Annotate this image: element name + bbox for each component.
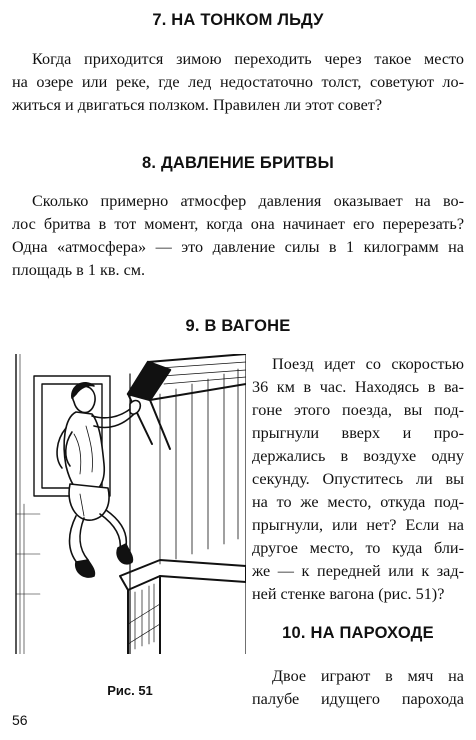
section-8-heading: 8. ДАВЛЕНИЕ БРИТВЫ: [142, 154, 334, 172]
section-10-heading: 10. НА ПАРОХОДЕ: [282, 624, 434, 642]
text-line: палубе идущего парохода: [252, 690, 464, 708]
text-line: Когда приходится зимою переходить через такое место: [32, 50, 464, 68]
text-line: ней стенке вагона (рис. 51)?: [252, 585, 445, 603]
text-line: гоне этого поезда, вы под-: [252, 401, 464, 419]
section-9-text: [252, 353, 464, 606]
text-line: житься и двигаться ползком. Правилен ли этот совет?: [12, 96, 383, 114]
text-line: на то же место, откуда под-: [252, 493, 464, 511]
text-line: другое место, то куда бли-: [252, 539, 464, 557]
text-line: же — к передней или к зад-: [252, 562, 464, 580]
section-9-heading: 9. В ВАГОНЕ: [185, 317, 291, 335]
text-line: держались в воздухе одну: [252, 447, 464, 465]
figure-caption: Рис. 51: [107, 683, 153, 698]
figure-51-illustration: [10, 354, 246, 654]
section-7-text: [12, 48, 464, 117]
text-line: лос бритва в тот момент, когда она начинает его перерезать?: [12, 215, 464, 233]
text-line: Поезд идет со скоростью: [272, 355, 464, 373]
section-8-text: [12, 190, 464, 282]
text-line: 36 км в час. Находясь в ва-: [252, 378, 464, 396]
text-line: прыгнули вверх и про-: [252, 424, 464, 442]
text-line: прыгнули, или нет? Если на: [252, 516, 464, 534]
text-line: площадь в 1 кв. см.: [12, 261, 146, 279]
text-line: Двое играют в мяч на: [272, 667, 464, 685]
text-line: секунду. Опуститесь ли вы: [252, 470, 464, 488]
section-10-text: [252, 665, 464, 711]
text-line: Сколько примерно атмосфер давления оказывает на во-: [32, 192, 464, 210]
text-line: на озере или реке, где лед недостаточно толст, советуют ло-: [12, 73, 464, 91]
text-line: Одна «атмосфера» — это давление силы в 1 килограмм на: [12, 238, 464, 256]
section-7-heading: 7. НА ТОНКОМ ЛЬДУ: [152, 11, 324, 29]
page-number: 56: [12, 712, 28, 728]
